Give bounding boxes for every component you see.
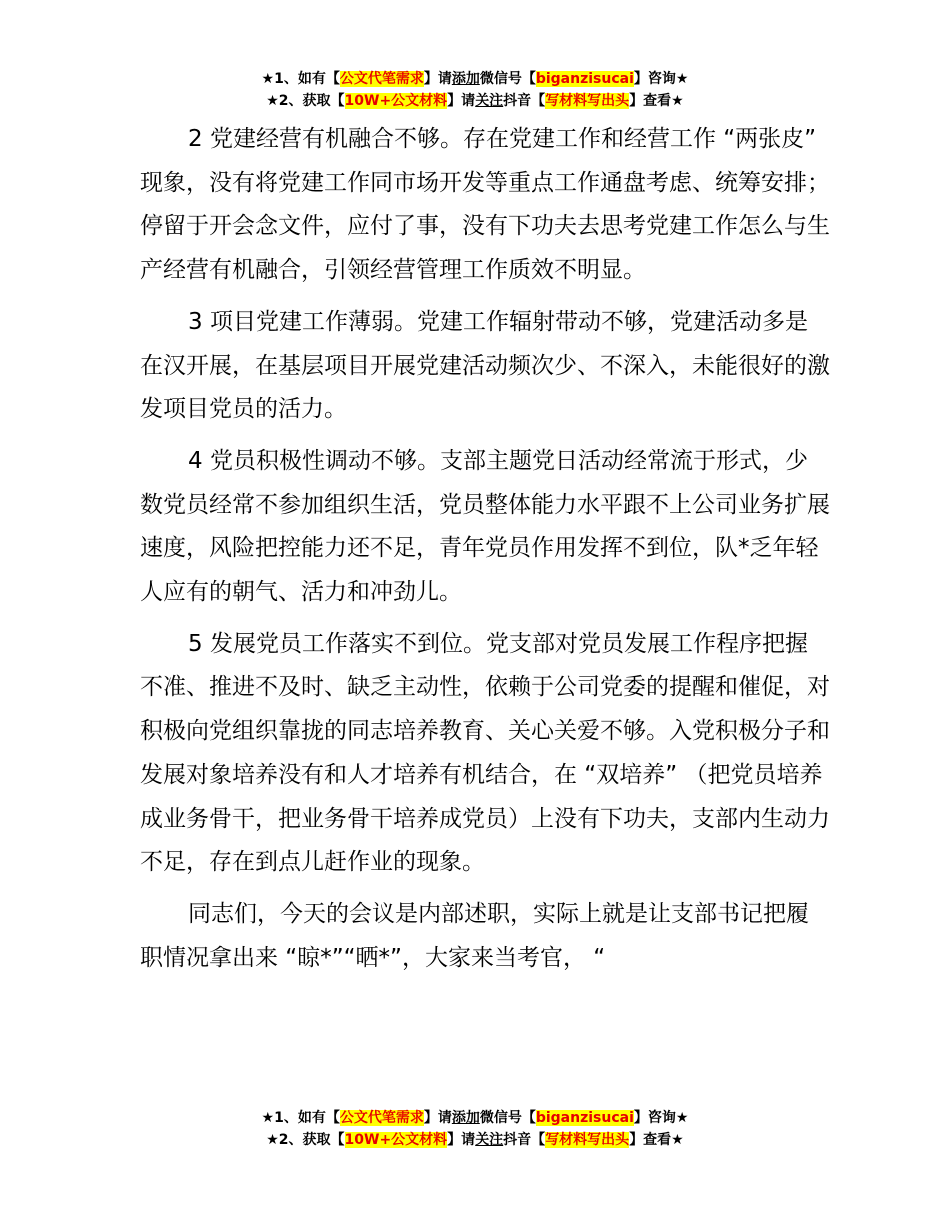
paragraph: 2 党建经营有机融合不够。存在党建工作和经营工作 “两张皮” 现象，没有将党建工作同市场开发等重点工作通盘考虑、统筹安排；停留于开会念文件，应付了事，没有下功夫去思考党建工作怎么与生产经营有机融合，引领经营管理工作质效不明显。 [140, 126, 830, 284]
banner-highlight: 公文代笔需求 [339, 1110, 424, 1126]
banner-highlight: 10W+公文材料 [344, 1132, 448, 1148]
banner-text: ★1、如有【 [261, 1110, 340, 1126]
banner-text: 】咨询★ [633, 71, 689, 87]
banner-text: 微信号【 [479, 71, 536, 87]
banner-line-2 [0, 90, 950, 112]
banner-highlight: 公文代笔需求 [339, 71, 424, 87]
banner-text: 】查看★ [629, 93, 684, 109]
paragraph: 同志们，今天的会议是内部述职，实际上就是让支部书记把履职情况拿出来 “晾*”“晒*”，大家来当考官， “ [140, 900, 809, 971]
banner-text: 】请 [423, 71, 452, 87]
banner-highlight: 写材料写出头 [545, 93, 630, 109]
banner-underlined: 关注 [475, 93, 504, 109]
banner-text: 】请 [447, 93, 476, 109]
banner-line-2 [0, 1129, 950, 1151]
paragraph: 4 党员积极性调动不够。支部主题党日活动经常流于形式，少数党员经常不参加组织生活，党员整体能力水平跟不上公司业务扩展速度，风险把控能力还不足，青年党员作用发挥不到位，队*乏年轻人应有的朝气、活力和冲劲儿。 [140, 447, 830, 606]
paragraph: 5 发展党员工作落实不到位。党支部对党员发展工作程序把握不准、推进不及时、缺乏主动性，依赖于公司党委的提醒和催促，对积极向党组织靠拢的同志培养教育、关心关爱不够。入党积极分子和发展对象培养没有和人才培养有机结合，在 “双培养” （把党员培养成业务骨干，把业务骨干培养成党员）上没有下功夫，支部内生动力不足，存在到点儿赶作业的现象。 [140, 630, 830, 876]
banner-underlined: 关注 [475, 1132, 504, 1148]
document-body [140, 118, 830, 980]
banner-text: ★2、获取【 [266, 93, 345, 109]
banner-highlight: 10W+公文材料 [344, 93, 448, 109]
banner-highlight: 写材料写出头 [545, 1132, 630, 1148]
banner-text: 】查看★ [629, 1132, 684, 1148]
header-banner [0, 68, 950, 112]
footer-banner [0, 1107, 950, 1151]
banner-highlight: biganzisucai [535, 71, 634, 87]
banner-text: 抖音【 [503, 93, 546, 109]
banner-text: 】请 [423, 1110, 452, 1126]
banner-underlined: 添加 [451, 1110, 480, 1126]
banner-text: 】请 [447, 1132, 476, 1148]
banner-text: 微信号【 [479, 1110, 536, 1126]
banner-text: 抖音【 [503, 1132, 546, 1148]
banner-line-1 [0, 68, 950, 90]
paragraph: 3 项目党建工作薄弱。党建工作辐射带动不够，党建活动多是在汉开展，在基层项目开展党建活动频次少、不深入，未能很好的激发项目党员的活力。 [140, 308, 830, 423]
banner-underlined: 添加 [451, 71, 480, 87]
banner-highlight: biganzisucai [535, 1110, 634, 1126]
banner-text: 】咨询★ [633, 1110, 689, 1126]
banner-text: ★1、如有【 [261, 71, 340, 87]
banner-line-1 [0, 1107, 950, 1129]
banner-text: ★2、获取【 [266, 1132, 345, 1148]
